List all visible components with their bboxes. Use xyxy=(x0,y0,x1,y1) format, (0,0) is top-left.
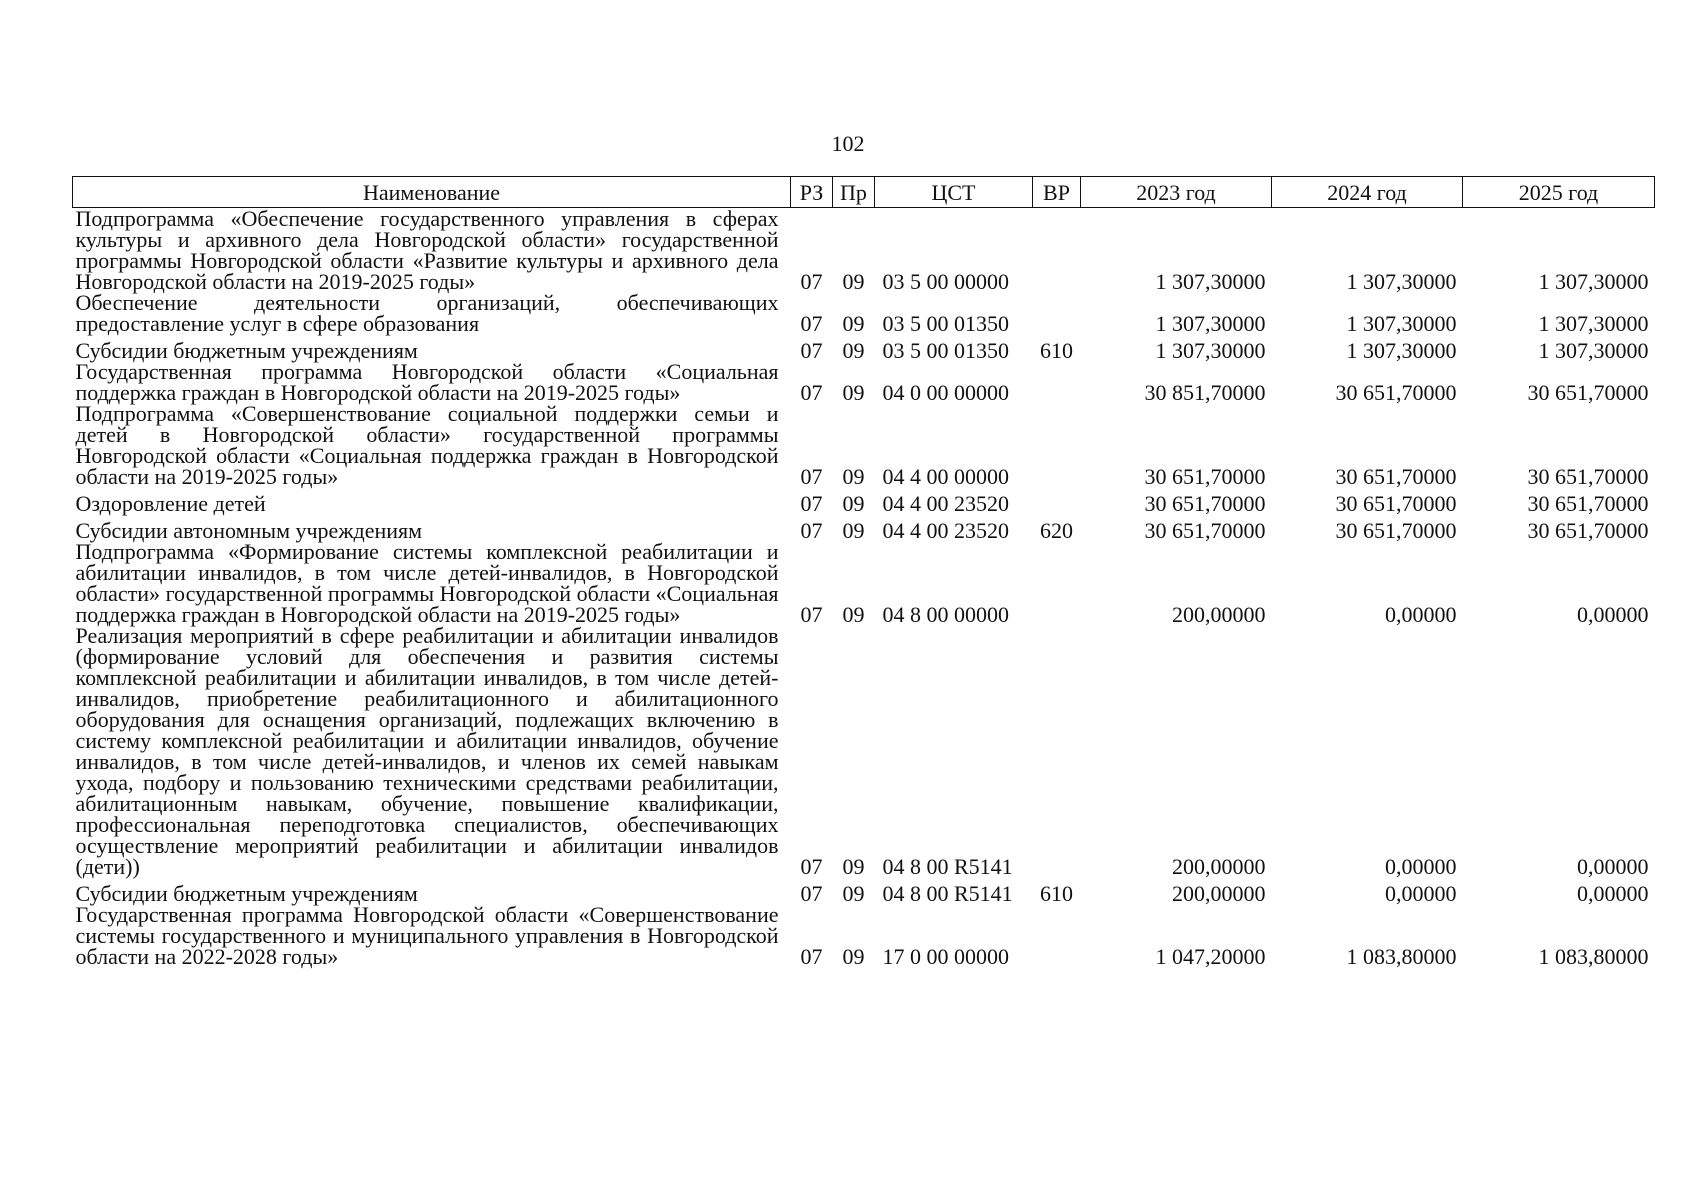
row-cst: 04 4 00 23520 xyxy=(882,518,1009,543)
row-2023: 200,00000 xyxy=(1172,881,1266,906)
budget-table xyxy=(72,176,1655,967)
row-2025: 1 307,30000 xyxy=(1538,269,1649,294)
table-row xyxy=(73,877,1655,904)
header-cst: ЦСТ xyxy=(875,177,1033,208)
row-pr: 09 xyxy=(842,269,865,294)
table-row xyxy=(73,361,1655,403)
row-name: Государственная программа Новгородской области «Социальная поддержка граждан в Новгородской области на 2019-2025 годы» xyxy=(75,359,779,405)
row-2023: 1 307,30000 xyxy=(1155,338,1266,363)
row-pr: 09 xyxy=(842,380,865,405)
row-rz: 07 xyxy=(800,464,823,489)
row-2025: 0,00000 xyxy=(1577,854,1649,879)
header-rz: РЗ xyxy=(791,177,833,208)
row-rz: 07 xyxy=(800,269,823,294)
row-cst: 04 4 00 00000 xyxy=(882,464,1009,489)
row-2023: 1 047,20000 xyxy=(1155,944,1266,969)
row-2023: 200,00000 xyxy=(1172,602,1266,627)
row-rz: 07 xyxy=(800,602,823,627)
table-body xyxy=(73,208,1655,968)
row-pr: 09 xyxy=(842,854,865,879)
row-2024: 30 651,70000 xyxy=(1335,491,1457,516)
table-row xyxy=(73,403,1655,487)
row-pr: 09 xyxy=(842,338,865,363)
row-name: Подпрограмма «Обеспечение государственного управления в сферах культуры и архивного дела Новгородской области» государственной программы Новгородской области «Развитие культуры и архивного дела Новгородской области на 2019-2025 годы» xyxy=(75,206,779,294)
row-pr: 09 xyxy=(842,944,865,969)
table-row xyxy=(73,904,1655,967)
row-pr: 09 xyxy=(842,464,865,489)
row-2024: 0,00000 xyxy=(1385,854,1457,879)
header-name: Наименование xyxy=(73,177,791,208)
row-2023: 1 307,30000 xyxy=(1155,269,1266,294)
row-vr: 620 xyxy=(1040,518,1073,543)
row-cst: 04 4 00 23520 xyxy=(882,491,1009,516)
row-2023: 30 651,70000 xyxy=(1144,491,1266,516)
row-cst: 03 5 00 01350 xyxy=(882,338,1009,363)
table-row xyxy=(73,334,1655,361)
row-2024: 1 083,80000 xyxy=(1346,944,1457,969)
row-rz: 07 xyxy=(800,380,823,405)
row-cst: 03 5 00 01350 xyxy=(882,311,1009,336)
row-name: Обеспечение деятельности организаций, обеспечивающих предоставление услуг в сфере образования xyxy=(75,290,779,336)
row-pr: 09 xyxy=(842,518,865,543)
row-2023: 30 651,70000 xyxy=(1144,518,1266,543)
row-2025: 0,00000 xyxy=(1577,602,1649,627)
table-row xyxy=(73,487,1655,514)
row-rz: 07 xyxy=(800,338,823,363)
row-2024: 0,00000 xyxy=(1385,602,1457,627)
row-2025: 0,00000 xyxy=(1577,881,1649,906)
row-pr: 09 xyxy=(842,881,865,906)
table-row xyxy=(73,292,1655,334)
page-number: 102 xyxy=(831,131,865,156)
row-2025: 1 307,30000 xyxy=(1538,311,1649,336)
header-2025: 2025 год xyxy=(1463,177,1655,208)
row-pr: 09 xyxy=(842,311,865,336)
row-2025: 1 083,80000 xyxy=(1538,944,1649,969)
header-2023: 2023 год xyxy=(1081,177,1272,208)
row-rz: 07 xyxy=(800,854,823,879)
row-2024: 30 651,70000 xyxy=(1335,380,1457,405)
row-vr xyxy=(1033,904,1081,967)
row-rz: 07 xyxy=(800,881,823,906)
row-2024: 1 307,30000 xyxy=(1346,338,1457,363)
row-name: Оздоровление детей xyxy=(75,491,266,516)
header-2024: 2024 год xyxy=(1272,177,1463,208)
row-cst: 17 0 00 00000 xyxy=(882,944,1009,969)
row-vr xyxy=(1033,541,1081,625)
row-vr xyxy=(1033,625,1081,877)
row-2025: 30 651,70000 xyxy=(1527,491,1649,516)
row-name: Подпрограмма «Совершенствование социальной поддержки семьи и детей в Новгородской области» государственной программы Новгородской области «Социальная поддержка граждан в Новгородской области на 2019-2025 годы» xyxy=(75,401,779,489)
row-rz: 07 xyxy=(800,518,823,543)
row-2023: 1 307,30000 xyxy=(1155,311,1266,336)
row-vr: 610 xyxy=(1040,881,1073,906)
row-2024: 30 651,70000 xyxy=(1335,464,1457,489)
row-2023: 200,00000 xyxy=(1172,854,1266,879)
row-pr: 09 xyxy=(842,491,865,516)
row-vr xyxy=(1033,403,1081,487)
row-name: Реализация мероприятий в сфере реабилитации и абилитации инвалидов (формирование условий для обеспечения и развития системы комплексной реабилитации и абилитации инвалидов, в том числе детей-инвалидов, приобретение реабилитационного и абилитационного оборудования для оснащения организаций, подлежащих включению в систему комплексной реабилитации и абилитации инвалидов, обучение инвалидов, в том числе детей-инвалидов, и членов их семей навыкам ухода, подбору и пользованию техническими средствами реабилитации, абилитационным навыкам, обучение, повышение квалификации, профессиональная переподготовка специалистов, обеспечивающих осуществление мероприятий реабилитации и абилитации инвалидов (дети)) xyxy=(75,623,779,879)
table-row xyxy=(73,625,1655,877)
row-cst: 04 8 00 R5141 xyxy=(882,881,1013,906)
table-row xyxy=(73,514,1655,541)
row-2025: 30 651,70000 xyxy=(1527,380,1649,405)
row-rz: 07 xyxy=(800,491,823,516)
header-pr: Пр xyxy=(833,177,875,208)
row-vr xyxy=(1033,487,1081,514)
header-row xyxy=(73,177,1655,208)
row-2025: 30 651,70000 xyxy=(1527,464,1649,489)
row-cst: 04 8 00 00000 xyxy=(882,602,1009,627)
row-vr xyxy=(1033,292,1081,334)
row-vr xyxy=(1033,208,1081,293)
row-2024: 0,00000 xyxy=(1385,881,1457,906)
row-cst: 04 8 00 R5141 xyxy=(882,854,1013,879)
row-2023: 30 851,70000 xyxy=(1144,380,1266,405)
row-2024: 30 651,70000 xyxy=(1335,518,1457,543)
table-row xyxy=(73,541,1655,625)
row-cst: 04 0 00 00000 xyxy=(882,380,1009,405)
row-name: Субсидии бюджетным учреждениям xyxy=(75,881,418,906)
row-2025: 1 307,30000 xyxy=(1538,338,1649,363)
row-rz: 07 xyxy=(800,311,823,336)
row-2023: 30 651,70000 xyxy=(1144,464,1266,489)
row-pr: 09 xyxy=(842,602,865,627)
table-row xyxy=(73,208,1655,293)
row-name: Субсидии бюджетным учреждениям xyxy=(75,338,418,363)
row-2024: 1 307,30000 xyxy=(1346,311,1457,336)
row-2024: 1 307,30000 xyxy=(1346,269,1457,294)
row-name: Подпрограмма «Формирование системы комплексной реабилитации и абилитации инвалидов, в том числе детей-инвалидов, в Новгородской области» государственной программы Новгородской области «Социальная поддержка граждан в Новгородской области на 2019-2025 годы» xyxy=(75,539,779,627)
row-cst: 03 5 00 00000 xyxy=(882,269,1009,294)
table-header xyxy=(73,177,1655,208)
row-2025: 30 651,70000 xyxy=(1527,518,1649,543)
row-vr: 610 xyxy=(1040,338,1073,363)
row-rz: 07 xyxy=(800,944,823,969)
header-vr: ВР xyxy=(1033,177,1081,208)
row-name: Субсидии автономным учреждениям xyxy=(75,518,423,543)
row-vr xyxy=(1033,361,1081,403)
row-name: Государственная программа Новгородской области «Совершенствование системы государственного и муниципального управления в Новгородской области на 2022-2028 годы» xyxy=(75,902,779,969)
